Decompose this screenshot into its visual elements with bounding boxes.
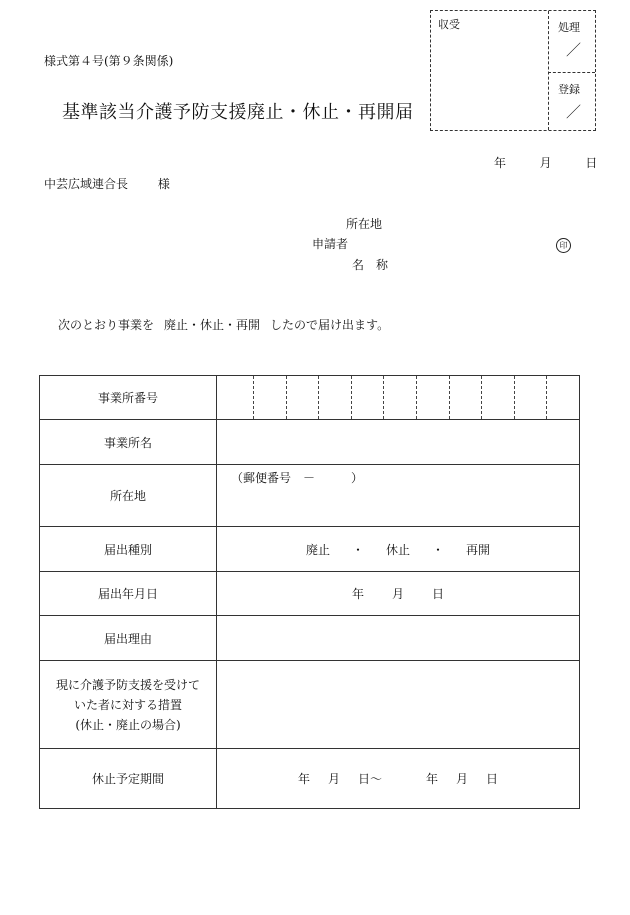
registered-label: 登録 <box>558 83 580 96</box>
form-title: 基準該当介護予防支援廃止・休止・再開届 <box>62 102 414 123</box>
notice-date-label: 届出年月日 <box>40 572 217 616</box>
month-unit: 月 <box>391 587 404 601</box>
type-resume[interactable]: 再開 <box>466 542 491 557</box>
measures-label-line1: 現に介護予防支援を受けて <box>55 677 200 692</box>
suspension-period-field[interactable] <box>217 749 580 809</box>
notice-table <box>39 375 580 809</box>
registered-slash: ／ <box>566 103 582 121</box>
applicant-name-label: 名称 <box>352 258 401 272</box>
statement-before: 次のとおり事業を <box>58 318 155 332</box>
range-tilde: ～ <box>369 772 382 786</box>
received-label: 収受 <box>438 18 460 31</box>
table-row <box>40 749 580 809</box>
applicant-address-label: 所在地 <box>346 217 383 231</box>
form-number: 様式第４号(第９条関係) <box>44 54 174 68</box>
office-number-field[interactable] <box>217 376 580 420</box>
month-unit: 月 <box>327 772 340 786</box>
year-unit: 年 <box>351 587 364 601</box>
type-separator: ・ <box>432 542 445 557</box>
year-unit: 年 <box>297 772 310 786</box>
office-name-field[interactable] <box>217 420 580 465</box>
addressee-honorific: 様 <box>157 177 170 191</box>
statement <box>58 316 389 333</box>
month-unit: 月 <box>539 156 552 170</box>
seal-mark: 印 <box>556 238 571 253</box>
addressee <box>44 175 170 192</box>
table-row <box>40 527 580 572</box>
notice-reason-label: 届出理由 <box>40 616 217 661</box>
applicant-label: 申請者 <box>312 237 349 251</box>
measures-field[interactable] <box>217 661 580 749</box>
processed-label: 処理 <box>558 21 580 34</box>
day-unit: 日 <box>486 772 499 786</box>
notice-date-field[interactable] <box>217 572 580 616</box>
statement-options: 廃止・休止・再開 <box>164 318 261 332</box>
location-field[interactable] <box>217 465 580 527</box>
office-number-digit-boxes <box>217 376 579 419</box>
table-row <box>40 376 580 420</box>
notice-type-label: 届出種別 <box>40 527 217 572</box>
table-row <box>40 661 580 749</box>
office-use-box <box>430 10 596 131</box>
processed-slash: ／ <box>566 41 582 59</box>
table-row <box>40 465 580 527</box>
addressee-name: 中芸広域連合長 <box>44 177 129 191</box>
type-abolish[interactable]: 廃止 <box>305 542 330 557</box>
year-unit: 年 <box>426 772 439 786</box>
day-unit: 日 <box>432 587 445 601</box>
month-unit: 月 <box>456 772 469 786</box>
year-unit: 年 <box>494 156 507 170</box>
measures-label-line3: (休止・廃止の場合) <box>75 717 181 732</box>
measures-label-line2: いた者に対する措置 <box>73 697 182 712</box>
postal-code-label: （郵便番号 － ） <box>231 471 364 485</box>
measures-label <box>40 661 217 749</box>
notice-type-field[interactable] <box>217 527 580 572</box>
statement-after: したので届け出ます。 <box>270 318 390 332</box>
type-separator: ・ <box>351 542 364 557</box>
location-label: 所在地 <box>40 465 217 527</box>
table-row <box>40 572 580 616</box>
table-row <box>40 616 580 661</box>
table-row <box>40 420 580 465</box>
submission-date <box>494 154 597 171</box>
day-unit: 日 <box>585 156 598 170</box>
office-box-divider <box>548 72 595 73</box>
notice-reason-field[interactable] <box>217 616 580 661</box>
office-number-label: 事業所番号 <box>40 376 217 420</box>
type-suspend[interactable]: 休止 <box>385 542 410 557</box>
office-box-divider <box>548 11 549 130</box>
suspension-period-label: 休止予定期間 <box>40 749 217 809</box>
office-name-label: 事業所名 <box>40 420 217 465</box>
day-unit: 日 <box>357 772 370 786</box>
